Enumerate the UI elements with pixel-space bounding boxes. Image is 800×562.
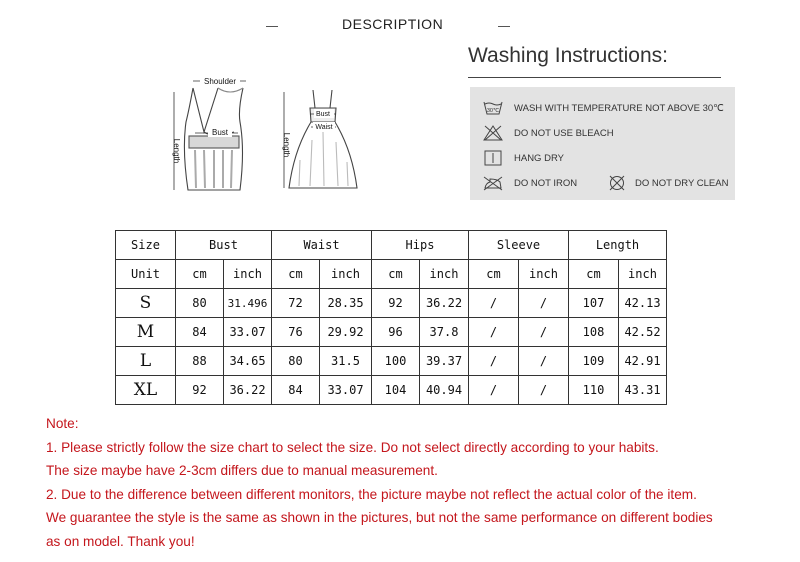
hang-dry-icon [483,150,503,166]
table-cell: 84 [272,376,320,405]
table-cell: 108 [569,318,619,347]
wash-item-label: WASH WITH TEMPERATURE NOT ABOVE 30℃ [514,102,724,114]
description-title: DESCRIPTION [342,16,444,32]
waist-label-right: Waist [315,124,333,131]
table-cell: 31.496 [224,289,272,318]
wash-item-label: DO NOT DRY CLEAN [635,177,729,189]
unit-cell: inch [619,260,667,289]
table-cell: / [519,347,569,376]
size-chart-header-row [116,231,667,260]
wash-item-dry-clean [607,175,728,191]
unit-cell: cm [569,260,619,289]
table-cell: 84 [176,318,224,347]
table-cell: 37.8 [420,318,469,347]
table-cell: 92 [372,289,420,318]
shoulder-label: Shoulder [203,77,237,86]
no-bleach-icon [483,125,503,141]
table-cell: 96 [372,318,420,347]
unit-cell: inch [320,260,372,289]
no-iron-icon [483,175,503,191]
wash-item-label: DO NOT USE BLEACH [514,127,614,139]
size-row-s [116,289,667,318]
length-label-left: Length [172,138,181,164]
table-cell: 100 [372,347,420,376]
washing-instructions-panel [470,87,735,200]
table-cell: 72 [272,289,320,318]
header-dash-left [266,26,278,27]
table-cell: / [469,289,519,318]
table-cell: / [519,318,569,347]
table-cell: 80 [272,347,320,376]
table-cell: 42.52 [619,318,667,347]
size-row-xl [116,376,667,405]
notes-section [46,412,713,554]
bust-label-left: Bust [211,128,229,137]
table-cell: 33.07 [224,318,272,347]
note-heading: Note: [46,416,79,431]
length-label-right: Length [282,132,291,158]
table-cell: 109 [569,347,619,376]
unit-cell: cm [272,260,320,289]
dress-illustration [289,90,357,188]
wash-item-label: DO NOT IRON [514,177,578,189]
wash-30-icon [483,100,503,116]
table-cell: 76 [272,318,320,347]
table-cell: 36.22 [420,289,469,318]
size-label: M [116,318,176,347]
table-cell: 104 [372,376,420,405]
note-line: 1. Please strictly follow the size chart to select the size. Do not select directly according to your habits. [46,439,659,455]
size-row-l [116,347,667,376]
note-line: 2. Due to the difference between different monitors, the picture maybe not reflect the actual color of the item. [46,486,697,502]
unit-cell: cm [469,260,519,289]
unit-cell: cm [176,260,224,289]
table-cell: / [519,376,569,405]
table-cell: 43.31 [619,376,667,405]
wash-item-bleach [483,125,614,141]
note-line: as on model. Thank you! [46,533,195,549]
size-column-header: Size [116,231,176,260]
table-cell: / [469,347,519,376]
unit-cell: cm [372,260,420,289]
table-cell: 42.91 [619,347,667,376]
size-row-m [116,318,667,347]
table-cell: 110 [569,376,619,405]
bust-column-header: Bust [176,231,272,260]
wash-item-hang-dry [483,150,564,166]
no-dry-clean-icon [607,175,627,191]
tank-top-illustration [184,88,243,190]
note-line: The size maybe have 2-3cm differs due to manual measurement. [46,463,438,479]
unit-label: Unit [116,260,176,289]
table-cell: 80 [176,289,224,318]
table-cell: 39.37 [420,347,469,376]
table-cell: 40.94 [420,376,469,405]
wash-item-temperature [483,100,724,116]
table-cell: / [519,289,569,318]
size-label: L [116,347,176,376]
table-cell: / [469,376,519,405]
washing-instructions-heading: Washing Instructions: [468,44,668,67]
table-cell: 31.5 [320,347,372,376]
table-cell: 88 [176,347,224,376]
garment-measurement-figure [160,70,360,205]
size-chart-table [115,230,667,405]
unit-cell: inch [224,260,272,289]
table-cell: 36.22 [224,376,272,405]
unit-cell: inch [420,260,469,289]
washing-heading-rule [468,77,721,78]
wash-item-iron [483,175,577,191]
header-dash-right [498,26,510,27]
table-cell: / [469,318,519,347]
hips-column-header: Hips [372,231,469,260]
unit-cell: inch [519,260,569,289]
note-line: We guarantee the style is the same as shown in the pictures, but not the same performance on different bodies [46,510,713,526]
size-chart-unit-row [116,260,667,289]
table-cell: 29.92 [320,318,372,347]
waist-column-header: Waist [272,231,372,260]
size-label: XL [116,376,176,405]
wash-item-label: HANG DRY [514,152,564,164]
sleeve-column-header: Sleeve [469,231,569,260]
table-cell: 107 [569,289,619,318]
svg-text:30℃: 30℃ [486,108,500,114]
table-cell: 28.35 [320,289,372,318]
size-label: S [116,289,176,318]
table-cell: 42.13 [619,289,667,318]
length-column-header: Length [569,231,667,260]
table-cell: 34.65 [224,347,272,376]
bust-label-right: Bust [315,111,331,118]
table-cell: 92 [176,376,224,405]
table-cell: 33.07 [320,376,372,405]
